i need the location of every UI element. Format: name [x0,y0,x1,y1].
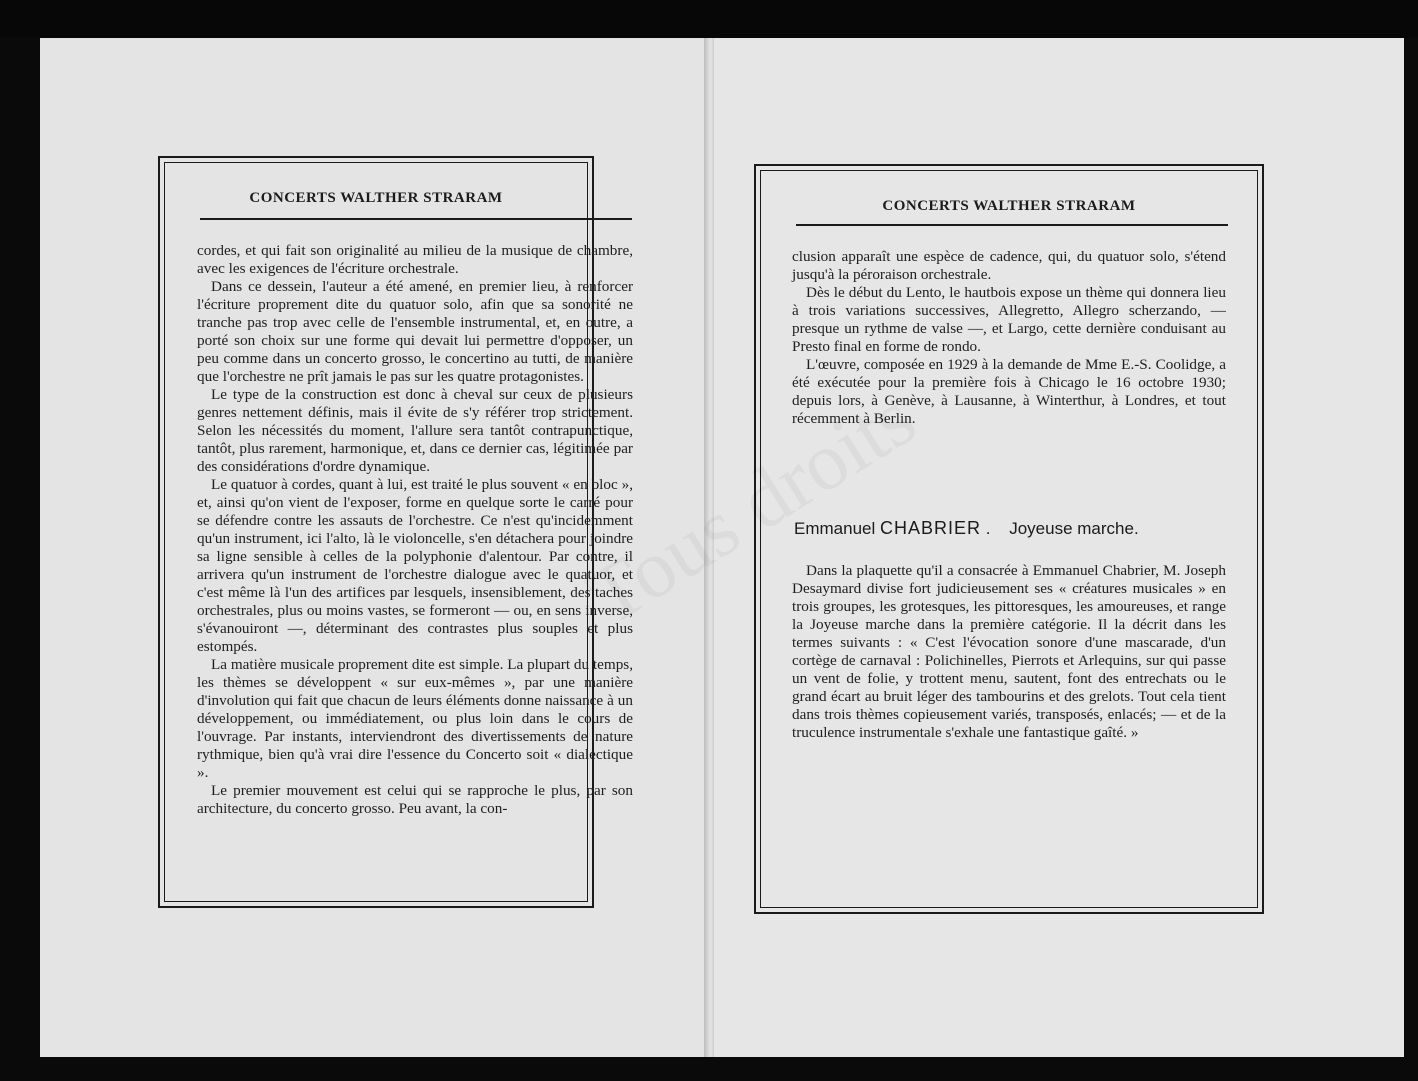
right-head-rule [796,224,1228,226]
left-running-head: CONCERTS WALTHER STRARAM [249,190,503,206]
right-body-text-2 [792,562,1226,742]
right-paragraph-3: L'œuvre, composée en 1929 à la demande de Mme E.-S. Coolidge, a été exécutée pour la première fois à Chicago le 16 octobre 1930; depuis lors, à Genève, à Lausanne, à Winterthur, à Londres, et tout récemment à Berlin. [792,356,1226,427]
right-page [714,38,1404,1057]
heading-separator: . [985,519,991,538]
right-running-head: CONCERTS WALTHER STRARAM [882,198,1136,214]
section-heading [794,518,1234,539]
work-title: Joyeuse marche. [1009,519,1139,538]
left-page [40,38,708,1057]
composer-last-name: CHABRIER [880,518,982,538]
left-paragraph-3: Le type de la construction est donc à cheval sur ceux de plusieurs genres nettement définis, mais il évite de s'y référer trop strictement. Selon les nécessités du moment, l'allure sera tantôt contrapunctique, tantôt, plus rarement, harmonique, et, dans ce dernier cas, légitimée par des considérations d'ordre dynamique. [197,386,633,475]
left-paragraph-5: La matière musicale proprement dite est simple. La plupart du temps, les thèmes se développent « sur eux-mêmes », par une manière d'involution qui fait que chacun de leurs éléments donne naissance à un développement, ou immédiatement, ou plus loin dans le cours de l'ouvrage. Par instants, interviendront des divertissements de nature rythmique, bien qu'à vrai dire l'essence du Concerto soit « dialectique ». [197,656,633,781]
left-body-text [197,242,633,818]
left-head-rule [200,218,632,220]
scan-background [0,0,1418,38]
composer-first-name: Emmanuel [794,519,876,538]
left-page-frame [158,156,633,908]
left-paragraph-2: Dans ce dessein, l'auteur a été amené, en premier lieu, à renforcer l'écriture proprement dite du quatuor solo, afin que sa sonorité ne tranche pas trop avec celle de l'ensemble instrumental, et, en outre, a porté son choix sur une forme qui devait lui permettre d'opposer, un peu comme dans un concerto grosso, le concertino au tutti, de manière que l'orchestre ne prît jamais le pas sur les quatre protagonistes. [197,278,633,385]
right-page-frame [754,164,1264,914]
right-paragraph-2: Dès le début du Lento, le hautbois expose un thème qui donnera lieu à trois variations successives, Allegretto, Allegro scherzando, — presque un rythme de valse —, et Largo, cette dernière conduisant au Presto final en forme de rondo. [792,284,1226,355]
right-paragraph-1: clusion apparaît une espèce de cadence, qui, du quatuor solo, s'étend jusqu'à la péroraison orchestrale. [792,248,1226,283]
left-paragraph-1: cordes, et qui fait son originalité au milieu de la musique de chambre, avec les exigences de l'écriture orchestrale. [197,242,633,277]
right-paragraph-4: Dans la plaquette qu'il a consacrée à Emmanuel Chabrier, M. Joseph Desaymard divise fort judicieusement ses « créatures musicales » en trois groupes, les grotesques, les pittoresques, les amoureuses, et range la Joyeuse marche dans la première catégorie. Il la décrit dans les termes suivants : « C'est l'évocation sonore d'une mascarade, d'un cortège de carnaval : Polichinelles, Pierrots et Arlequins, sur qui passe un vent de folie, y trottent menu, sautent, font des entrechats ou le grand écart au bruit léger des tambourins et des grelots. Tout cela tient dans trois thèmes copieusement variés, transposés, enlacés; — et de la truculence instrumentale s'exhale une fantastique gaîté. » [792,562,1226,741]
left-paragraph-4: Le quatuor à cordes, quant à lui, est traité le plus souvent « en bloc », et, ainsi qu'on vient de l'exposer, forme en quelque sorte le carré pour se défendre contre les assauts de l'orchestre. Ce n'est qu'incidemment qu'un instrument, ici l'alto, là le violoncelle, s'en détachera pour joindre sa ligne sensible à celles de la polyphonie d'alentour. Par contre, il arrivera qu'un instrument de l'orchestre dialogue avec le quatuor, et c'est même là l'un des artifices par lesquels, insensiblement, des taches orchestrales, plus ou moins vastes, se formeront — ou, en sens inverse, s'évanouiront —, déterminant des contrastes plus souples et plus estompés. [197,476,633,655]
right-body-text-1 [792,248,1226,428]
left-paragraph-6: Le premier mouvement est celui qui se rapproche le plus, par son architecture, du concerto grosso. Peu avant, la con- [197,782,633,817]
